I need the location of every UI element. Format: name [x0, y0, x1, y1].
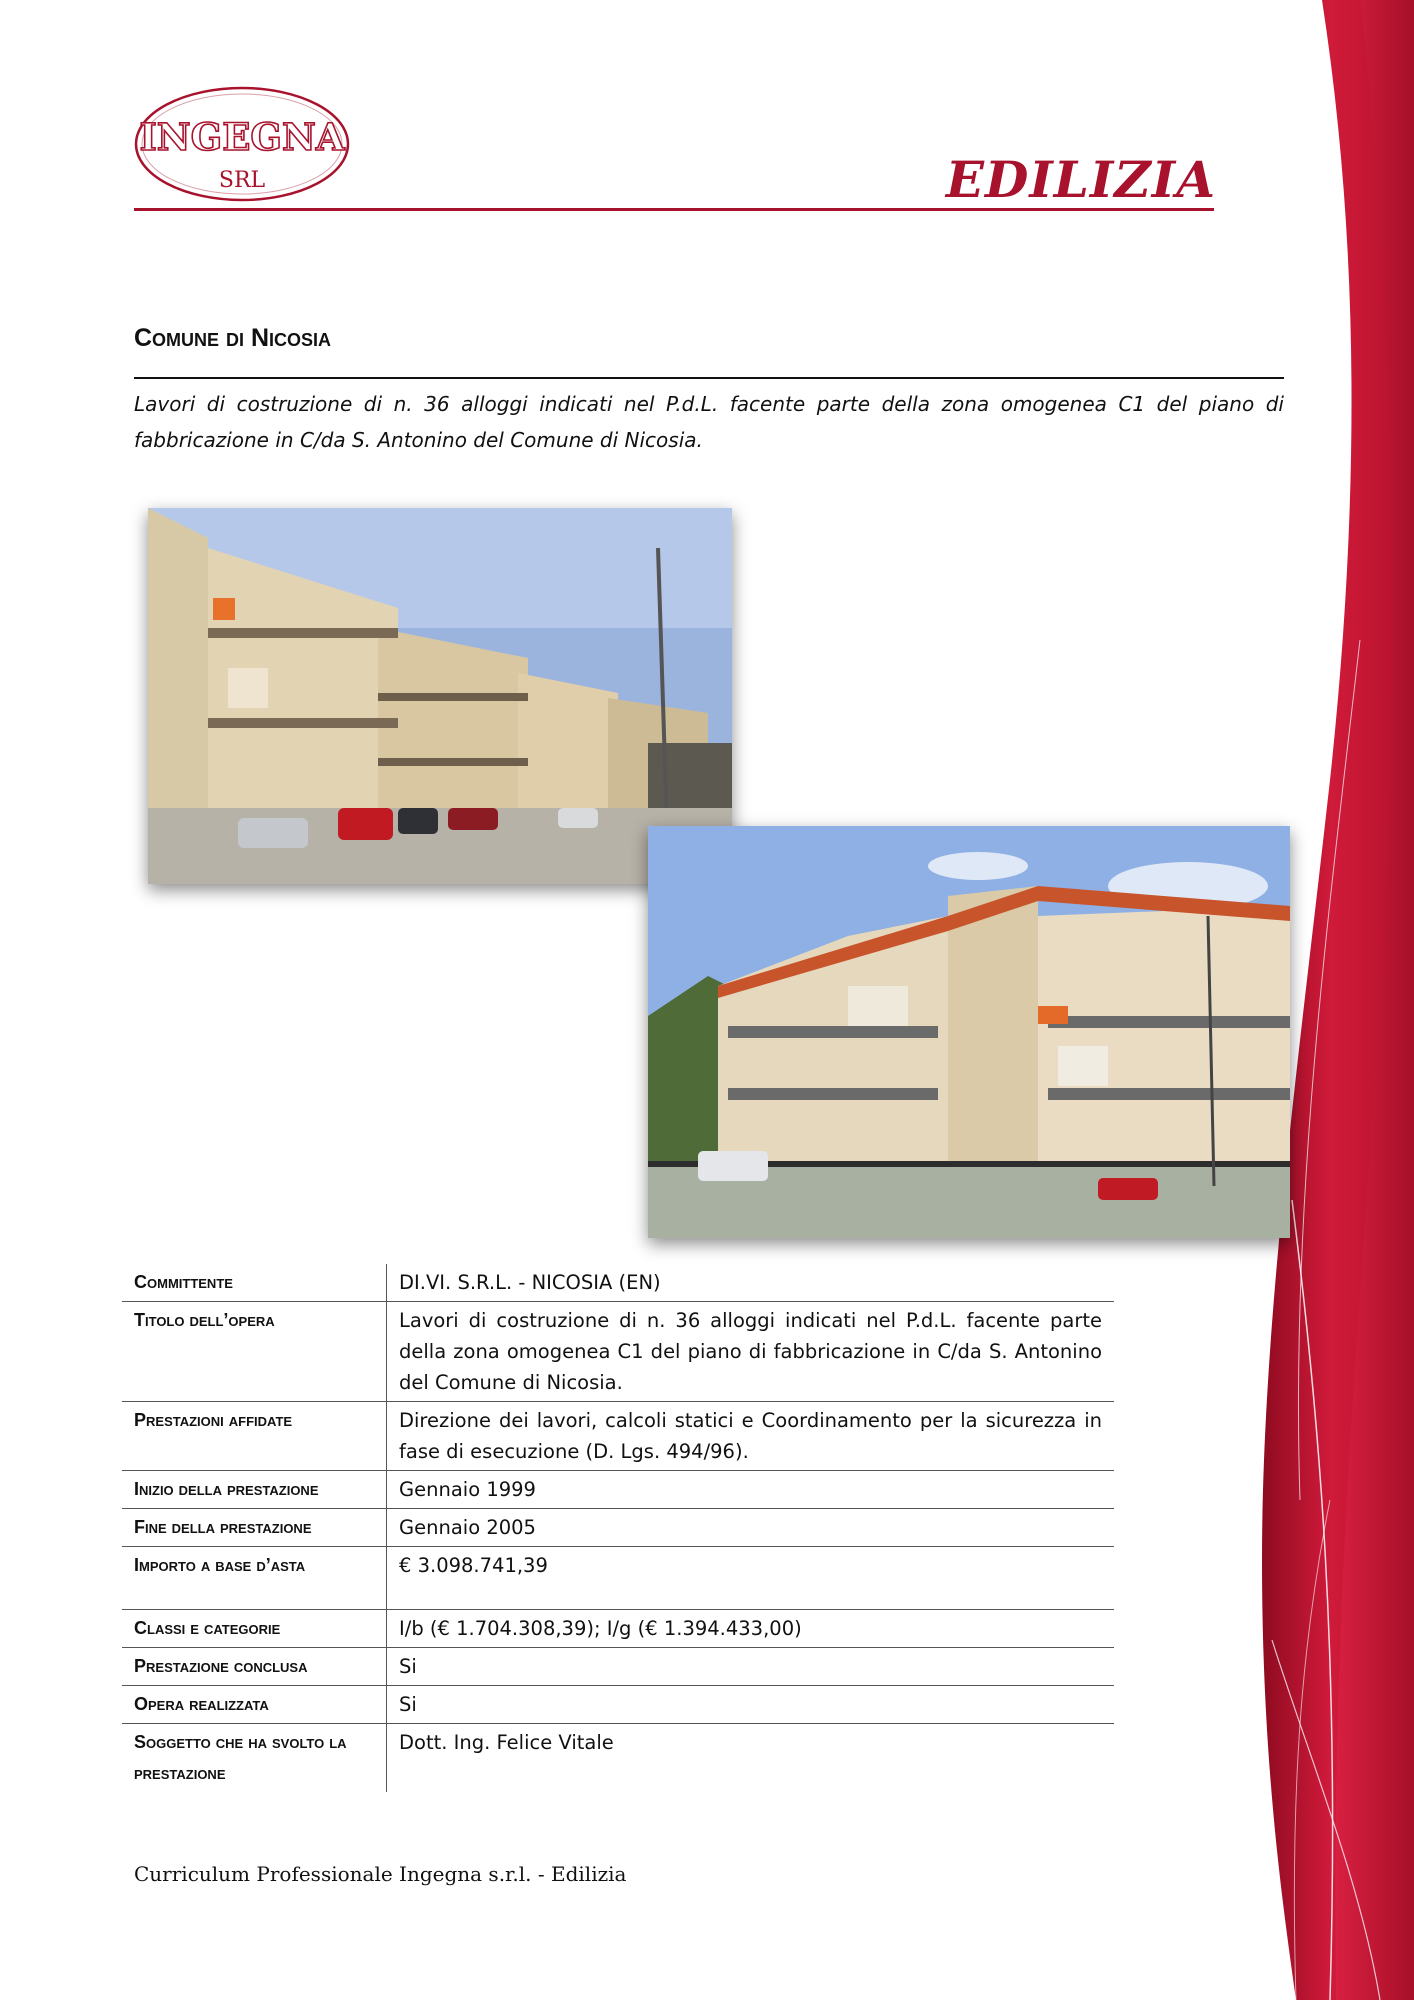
row-value-fine: Gennaio 2005 [387, 1509, 1115, 1547]
table-row [122, 1610, 1114, 1648]
table-row [122, 1724, 1114, 1793]
row-label-realizzata: Opera realizzata [122, 1686, 387, 1724]
photo-residential-buildings-street [148, 508, 732, 884]
section-heading: Comune di Nicosia [134, 324, 332, 352]
row-value-importo: € 3.098.741,39 [387, 1547, 1115, 1610]
row-value-titolo: Lavori di costruzione di n. 36 alloggi indicati nel P.d.L. facente parte della zona omogenea C1 del piano di fabbricazione in C/da S. Antonino del Comune di Nicosia. [387, 1302, 1115, 1402]
row-label-importo: Importo a base d’asta [122, 1547, 387, 1610]
logo-name: INGEGNA [139, 115, 345, 159]
row-value-prestazioni: Direzione dei lavori, calcoli statici e Coordinamento per la sicurezza in fase di esecuzione (D. Lgs. 494/96). [387, 1402, 1115, 1471]
table-row [122, 1648, 1114, 1686]
page-title: EDILIZIA [945, 150, 1216, 209]
row-label-conclusa: Prestazione conclusa [122, 1648, 387, 1686]
logo-suffix: SRL [218, 168, 266, 193]
company-logo [132, 84, 352, 204]
table-row [122, 1471, 1114, 1509]
footer-text: Curriculum Professionale Ingegna s.r.l. - Edilizia [134, 1862, 627, 1886]
table-row [122, 1547, 1114, 1610]
table-row [122, 1264, 1114, 1302]
table-row [122, 1302, 1114, 1402]
row-label-titolo: Titolo dell’opera [122, 1302, 387, 1402]
row-label-classi: Classi e categorie [122, 1610, 387, 1648]
row-label-soggetto: Soggetto che ha svolto la prestazione [122, 1724, 387, 1793]
table-row [122, 1509, 1114, 1547]
row-value-committente: DI.VI. S.R.L. - NICOSIA (EN) [387, 1264, 1115, 1302]
row-value-inizio: Gennaio 1999 [387, 1471, 1115, 1509]
photo-residential-building-front [648, 826, 1290, 1238]
row-label-inizio: Inizio della prestazione [122, 1471, 387, 1509]
row-value-soggetto: Dott. Ing. Felice Vitale [399, 1731, 614, 1754]
row-label-committente: Committente [122, 1264, 387, 1302]
row-value-classi: I/b (€ 1.704.308,39); I/g (€ 1.394.433,00) [387, 1610, 1115, 1648]
row-value-conclusa: Si [387, 1648, 1115, 1686]
section-rule [134, 377, 1284, 379]
section-description: Lavori di costruzione di n. 36 alloggi indicati nel P.d.L. facente parte della zona omogenea C1 del piano di fabbricazione in C/da S. Antonino del Comune di Nicosia. [134, 392, 1284, 452]
table-row [122, 1402, 1114, 1471]
project-details-table [122, 1264, 1114, 1792]
table-row [122, 1686, 1114, 1724]
row-label-prestazioni: Prestazioni affidate [122, 1402, 387, 1471]
row-label-fine: Fine della prestazione [122, 1509, 387, 1547]
row-value-realizzata: Si [387, 1686, 1115, 1724]
